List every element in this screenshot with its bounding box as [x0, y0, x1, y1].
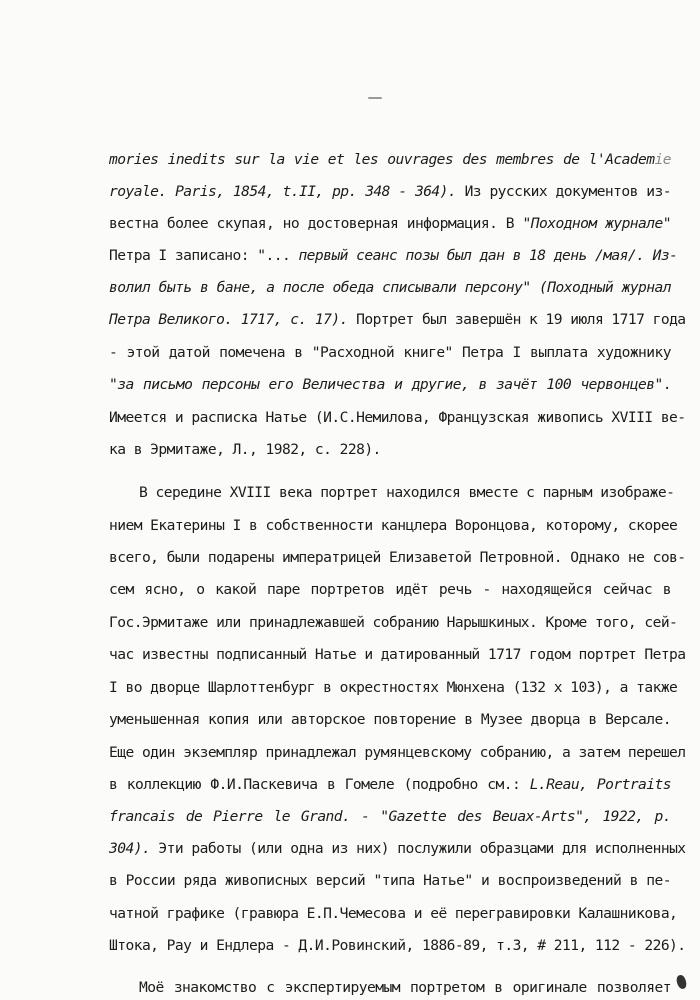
- text-line: [109, 936, 686, 956]
- italic-text-run: Петра Великого. 1717, с. 17).: [109, 311, 348, 328]
- text-line: [109, 440, 671, 460]
- text-line: [109, 645, 686, 665]
- text-run: - этой датой помечена в "Расходной книге" Петра I выплата художнику: [109, 344, 671, 361]
- text-line: [109, 871, 671, 891]
- text-run: ".: [654, 376, 671, 393]
- text-run: чатной графике (гравюра Е.П.Чемесова и её перегравировки Калашникова,: [109, 905, 678, 922]
- text-line: [109, 710, 671, 730]
- text-line: [109, 214, 671, 234]
- italic-text-run: за письмо персоны его Величества и другие, в зачёт 100 червонцев: [117, 376, 655, 393]
- italic-text-run: первый сеанс позы был дан в 18 день /мая/. Из-: [298, 247, 678, 264]
- text-run: I во дворце Шарлоттенбург в окрестностях Мюнхена (132 х 103), а также: [109, 679, 678, 696]
- text-line: [109, 150, 671, 170]
- text-run: В середине XVIII века портрет находился вместе с парным изображе-: [139, 484, 675, 501]
- text-run: нием Екатерины I в собственности канцлера Воронцова, которому, скорее: [109, 517, 678, 534]
- text-line: [109, 580, 671, 600]
- text-line: [109, 743, 686, 763]
- text-run: Моё знакомство с экспертируемым портретом в оригинале позволяет: [139, 979, 671, 996]
- text-run: ка в Эрмитаже, Л., 1982, с. 228).: [109, 441, 381, 458]
- text-line: [109, 839, 686, 859]
- text-run: сем ясно, о какой паре портретов идёт речь - находящейся сейчас в: [109, 581, 671, 598]
- text-run: Портрет был завершён к 19 июля 1717 года: [347, 311, 686, 328]
- text-line: [109, 343, 671, 363]
- text-run: вестна более скупая, но достоверная информация. В ": [109, 215, 531, 232]
- text-line: [109, 904, 678, 924]
- text-line: [109, 775, 671, 795]
- top-ink-mark: [368, 97, 382, 99]
- italic-text-run: royale. Paris, 1854, t.II, pp. 348 - 364).: [109, 183, 457, 200]
- text-run: Штока, Рау и Ендлера - Д.И.Ровинский, 1886-89, т.3, # 211, 112 - 226).: [109, 937, 686, 954]
- text-run: Из русских документов из-: [456, 183, 671, 200]
- text-run: уменьшенная копия или авторское повторение в Музее дворца в Версале.: [109, 711, 671, 728]
- text-run: Еще один экземпляр принадлежал румянцевскому собранию, а затем перешел: [109, 744, 686, 761]
- italic-text-run: ie: [654, 151, 671, 168]
- text-line: [139, 978, 671, 998]
- text-run: в коллекцию Ф.И.Паскевича в Гомеле (подробно см.:: [109, 776, 530, 793]
- text-line: [109, 375, 671, 395]
- text-run: в России ряда живописных версий "типа Натье" и воспроизведений в пе-: [109, 872, 671, 889]
- italic-text-run: (Походный журнал: [539, 279, 672, 296]
- text-line: [109, 408, 686, 428]
- corner-ink-blot: [675, 974, 688, 990]
- text-line: [109, 613, 678, 633]
- text-run: Гос.Эрмитаже или принадлежавшей собранию Нарышкиных. Кроме того, сей-: [109, 614, 678, 631]
- text-line: [109, 807, 671, 827]
- text-run: час известны подписанный Натье и датированный 1717 годом портрет Петра: [109, 646, 686, 663]
- italic-text-run: mories inedits sur la vie et les ouvrages des membres de l'Academ: [109, 151, 655, 168]
- text-line: [139, 483, 675, 503]
- text-line: [109, 310, 686, 330]
- italic-text-run: волил быть в бане, а после обеда списывали персону: [109, 279, 523, 296]
- text-line: [109, 182, 671, 202]
- text-line: [109, 548, 686, 568]
- italic-text-run: Походном журнале: [530, 215, 663, 232]
- text-line: [109, 678, 678, 698]
- text-run: ": [522, 279, 540, 296]
- text-line: [109, 278, 671, 298]
- text-run: ": [109, 376, 118, 393]
- text-run: Имеется и расписка Натье (И.С.Немилова, Французская живопись XVIII ве-: [109, 409, 686, 426]
- text-run: Петра I записано: "...: [109, 247, 299, 264]
- text-line: [109, 246, 678, 266]
- text-run: ": [662, 215, 672, 232]
- italic-text-run: 304).: [109, 840, 151, 857]
- italic-text-run: L.Reau, Portraits: [529, 776, 672, 793]
- text-run: Эти работы (или одна из них) послужили образцами для исполненных: [150, 840, 686, 857]
- text-line: [109, 516, 678, 536]
- text-run: всего, были подарены императрицей Елизаветой Петровной. Однако не сов-: [109, 549, 686, 566]
- italic-text-run: francais de Pierre le Grand. - "Gazette des Beuax-Arts", 1922, p.: [109, 808, 671, 825]
